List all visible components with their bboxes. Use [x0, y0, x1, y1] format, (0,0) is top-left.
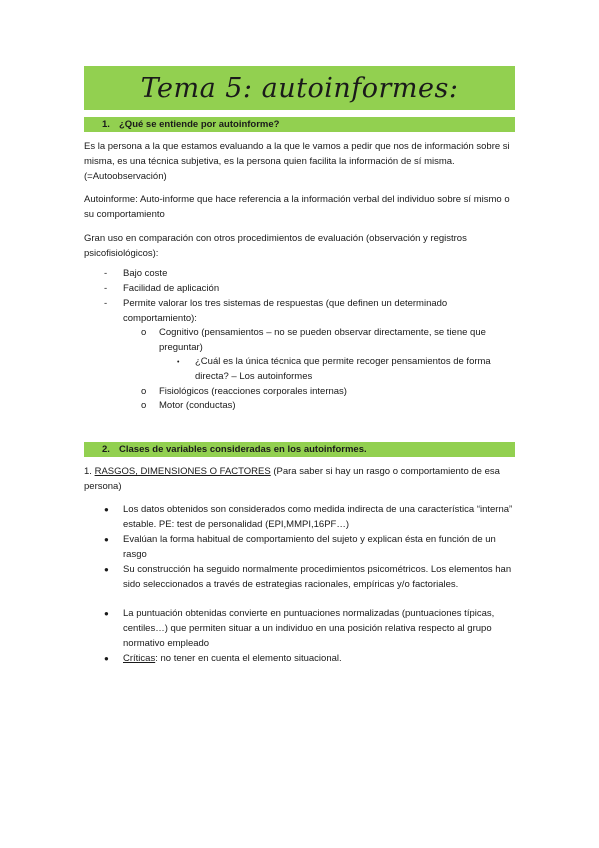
sub-bullet-marker: • — [177, 359, 180, 366]
paragraph-1: Es la persona a la que estamos evaluando a la que le vamos a pedir que nos de información sobre si misma, es una técnica subjetiva, es la persona quien facilita la información de sí misma. (=Autoobservación) — [84, 141, 510, 182]
bullet-item-3: Su construcción ha seguido normalmente procedimientos psicométricos. Los elementos han sido seleccionados a través de estrategias racionales, empíricas y/o factoriales. — [123, 564, 512, 590]
bullet-item-1: Los datos obtenidos son considerados como medida indirecta de una característica “interna” estable. PE: test de personalidad (EPI,MMPI,16PF…) — [123, 504, 513, 530]
circle-marker: o — [141, 327, 147, 338]
bullet-marker: ● — [104, 535, 109, 544]
circle-marker: o — [141, 386, 147, 397]
circle-item-2: Fisiológicos (reacciones corporales internas) — [159, 386, 347, 397]
bullet-marker: ● — [104, 505, 109, 514]
circle-item-3: Motor (conductas) — [159, 400, 236, 411]
item-number: 1. — [84, 466, 92, 477]
dash-marker: - — [104, 283, 108, 294]
criticas-label: Críticas — [123, 653, 156, 664]
circle-item-1: Cognitivo (pensamientos – no se pueden observar directamente, se tiene que preguntar) — [159, 327, 486, 353]
section-2-heading — [84, 442, 515, 457]
bullet-marker: ● — [104, 654, 109, 663]
item-rasgos — [84, 464, 516, 494]
bullet-item-4: La puntuación obtenidas convierte en puntuaciones normalizadas (puntuaciones típicas, centiles…) que permiten situar a un individuo en una posición relativa respecto al grupo normativo empleado — [123, 608, 495, 649]
item-title: RASGOS, DIMENSIONES O FACTORES — [94, 466, 271, 477]
page-title: Tema 5: autoinformes: — [140, 72, 459, 104]
dash-item-1: Bajo coste — [123, 268, 168, 279]
bullet-item-criticas — [123, 651, 515, 666]
criticas-text: : no tener en cuenta el elemento situacional. — [155, 653, 342, 664]
bullet-marker: ● — [104, 609, 109, 618]
bullet-marker: ● — [104, 565, 109, 574]
dash-marker: - — [104, 298, 108, 309]
section-1-number: 1. — [102, 119, 110, 130]
sub-bullet-item: ¿Cuál es la única técnica que permite recoger pensamientos de forma directa? – Los autoinformes — [195, 356, 491, 382]
item-description: (Para saber si hay un rasgo o comportamiento de esa persona) — [84, 466, 500, 492]
dash-item-2: Facilidad de aplicación — [123, 283, 220, 294]
section-1-heading — [84, 117, 515, 132]
title-banner — [84, 66, 515, 110]
paragraph-2: Autoinforme: Auto-informe que hace referencia a la información verbal del individuo sobre sí mismo o su comportamiento — [84, 194, 510, 220]
section-2-number: 2. — [102, 444, 110, 455]
section-1-title: ¿Qué se entiende por autoinforme? — [119, 119, 280, 130]
bullet-item-2: Evalúan la forma habitual de comportamiento del sujeto y explican ésta en función de un rasgo — [123, 534, 496, 560]
dash-item-3: Permite valorar los tres sistemas de respuestas (que definen un determinado comportamiento): — [123, 298, 448, 324]
dash-marker: - — [104, 268, 108, 279]
circle-marker: o — [141, 400, 147, 411]
section-2-title: Clases de variables consideradas en los autoinformes. — [119, 444, 367, 455]
paragraph-3: Gran uso en comparación con otros procedimientos de evaluación (observación y registros psicofisiológicos): — [84, 233, 467, 259]
